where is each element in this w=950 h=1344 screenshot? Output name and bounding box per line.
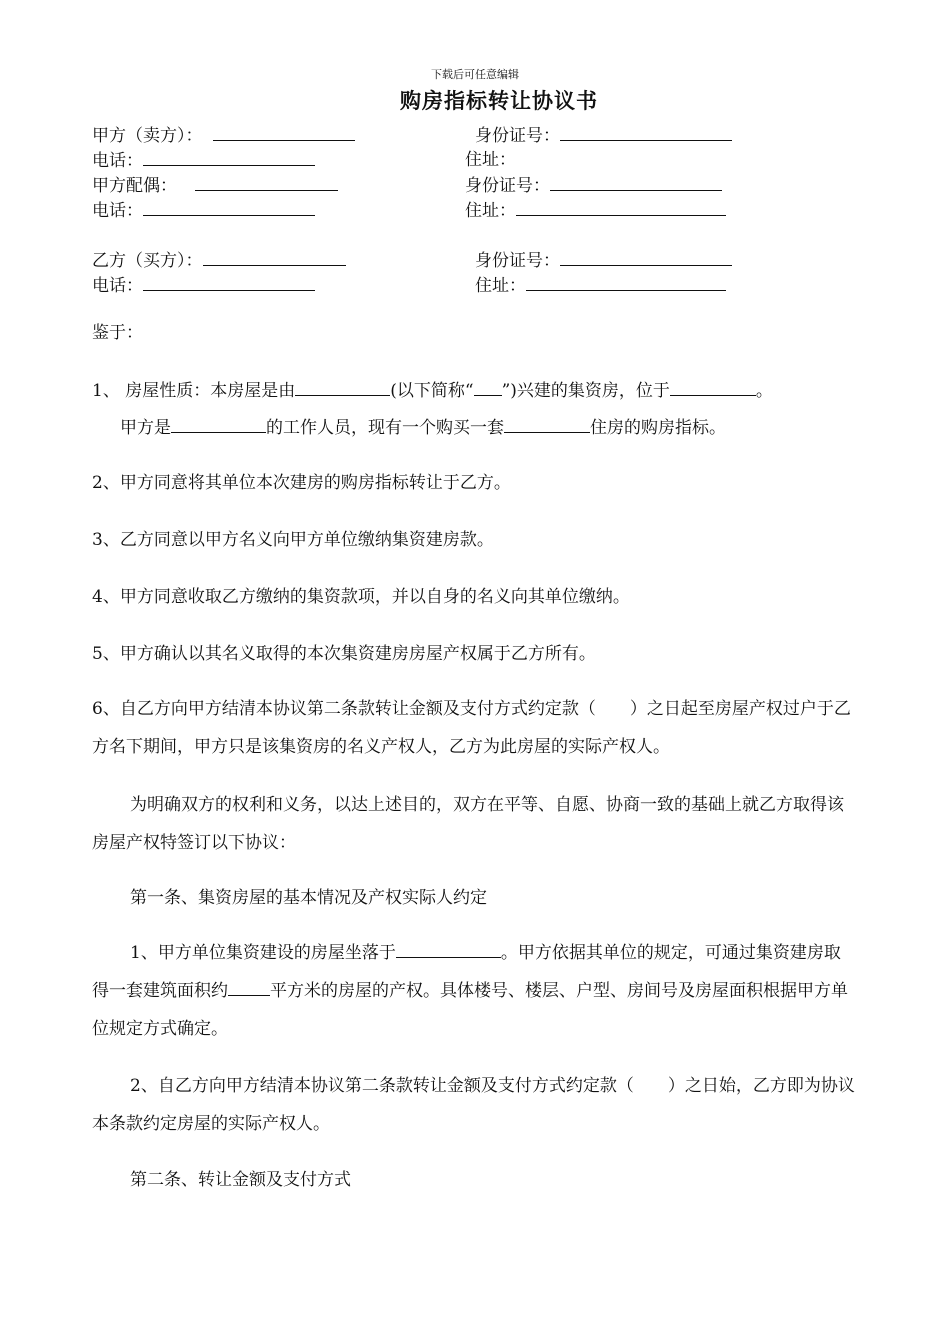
property-location-field[interactable] (396, 940, 501, 958)
party-a-name-field[interactable] (213, 124, 355, 141)
clause-1-line-1 (92, 378, 773, 402)
location-field[interactable] (670, 378, 756, 396)
party-a-spouse-row (92, 174, 338, 197)
article-1-p1-c: 平方米的房屋的产权。具体楼号、楼层、户型、房间号及房屋面积根据甲方单位规定方式确定。 (92, 981, 848, 1039)
party-b-phone-label: 电话： (92, 276, 143, 296)
whereas-heading: 鉴于： (92, 323, 143, 343)
party-a-phone-field[interactable] (143, 149, 315, 166)
party-a-row (92, 124, 355, 147)
party-a-spouse-label: 甲方配偶： (92, 176, 177, 196)
party-a-spouse-addr-row (465, 199, 726, 222)
housing-type-field[interactable] (504, 415, 590, 433)
party-b-name-field[interactable] (203, 249, 346, 266)
party-b-phone-row (92, 274, 315, 297)
party-b-id-row (475, 249, 732, 272)
party-b-label: 乙方（买方）： (92, 251, 203, 271)
party-a-id-field[interactable] (560, 124, 732, 141)
party-a-phone-label: 电话： (92, 151, 143, 171)
party-a-spouse-field[interactable] (195, 174, 338, 191)
party-a-id-label: 身份证号： (475, 126, 560, 146)
clause-1-part-c: ”)兴建的集资房，位于 (501, 381, 670, 401)
party-a-spouse-phone-row (92, 199, 315, 222)
clause-3: 3、乙方同意以甲方名义向甲方单位缴纳集资建房款。 (92, 530, 494, 550)
document-title: 购房指标转让协议书 (400, 88, 598, 113)
employer-field[interactable] (171, 415, 266, 433)
article-1-heading: 第一条、集资房屋的基本情况及产权实际人约定 (130, 888, 487, 908)
clause-1-line-2 (120, 415, 726, 439)
article-2-heading: 第二条、转让金额及支付方式 (130, 1170, 351, 1190)
clause-1-part-a: 1、 房屋性质：本房屋是由 (92, 381, 296, 401)
clause-1-part-f: 的工作人员，现有一个购买一套 (266, 418, 504, 438)
article-1-p1-b: 。甲方依据其单位的规定，可通过集资建房取得一套建筑面积约 (92, 943, 841, 1001)
intro-paragraph: 为明确双方的权利和义务，以达上述目的，双方在平等、自愿、协商一致的基础上就乙方取得该房屋产权特签订以下协议： (92, 795, 844, 853)
party-a-spouse-id-label: 身份证号： (465, 176, 550, 196)
party-a-phone-row (92, 149, 315, 172)
party-a-spouse-id-field[interactable] (550, 174, 722, 191)
clause-1-part-d: 。 (755, 381, 773, 401)
party-a-id-row (475, 124, 732, 147)
party-a-addr-row (465, 149, 516, 171)
party-b-id-field[interactable] (560, 249, 732, 266)
clause-1-part-e: 甲方是 (120, 418, 171, 438)
article-1-p1-a: 1、甲方单位集资建设的房屋坐落于 (130, 943, 396, 963)
short-name-field[interactable] (474, 378, 502, 396)
party-a-spouse-phone-field[interactable] (143, 199, 315, 216)
party-b-addr-label: 住址： (475, 276, 526, 296)
party-b-addr-field[interactable] (526, 274, 726, 291)
clause-1-part-g: 住房的购房指标。 (590, 418, 726, 438)
builder-field[interactable] (295, 378, 390, 396)
party-b-phone-field[interactable] (143, 274, 315, 291)
party-b-id-label: 身份证号： (475, 251, 560, 271)
party-a-spouse-id-row (465, 174, 722, 197)
article-1-paragraph-2: 2、自乙方向甲方结清本协议第二条款转让金额及支付方式约定款（ ）之日始，乙方即为协议本条款约定房屋的实际产权人。 (92, 1076, 855, 1134)
party-a-spouse-addr-label: 住址： (465, 201, 516, 221)
party-a-spouse-phone-label: 电话： (92, 201, 143, 221)
clause-1-part-b: (以下简称“ (390, 381, 474, 401)
party-b-addr-row (475, 274, 726, 297)
party-a-spouse-addr-field[interactable] (516, 199, 726, 216)
party-a-addr-label: 住址： (465, 150, 516, 170)
clause-2: 2、甲方同意将其单位本次建房的购房指标转让于乙方。 (92, 473, 511, 493)
clause-6: 6、自乙方向甲方结清本协议第二条款转让金额及支付方式约定款（ ）之日起至房屋产权过户于乙方名下期间，甲方只是该集资房的名义产权人，乙方为此房屋的实际产权人。 (92, 699, 851, 757)
floor-area-field[interactable] (228, 978, 270, 996)
article-1-paragraph-1 (92, 934, 857, 1048)
clause-5: 5、甲方确认以其名义取得的本次集资建房房屋产权属于乙方所有。 (92, 644, 596, 664)
download-note: 下载后可任意编辑 (431, 68, 519, 81)
party-a-label: 甲方（卖方）： (92, 126, 203, 146)
clause-4: 4、甲方同意收取乙方缴纳的集资款项，并以自身的名义向其单位缴纳。 (92, 587, 630, 607)
party-b-row (92, 249, 346, 272)
